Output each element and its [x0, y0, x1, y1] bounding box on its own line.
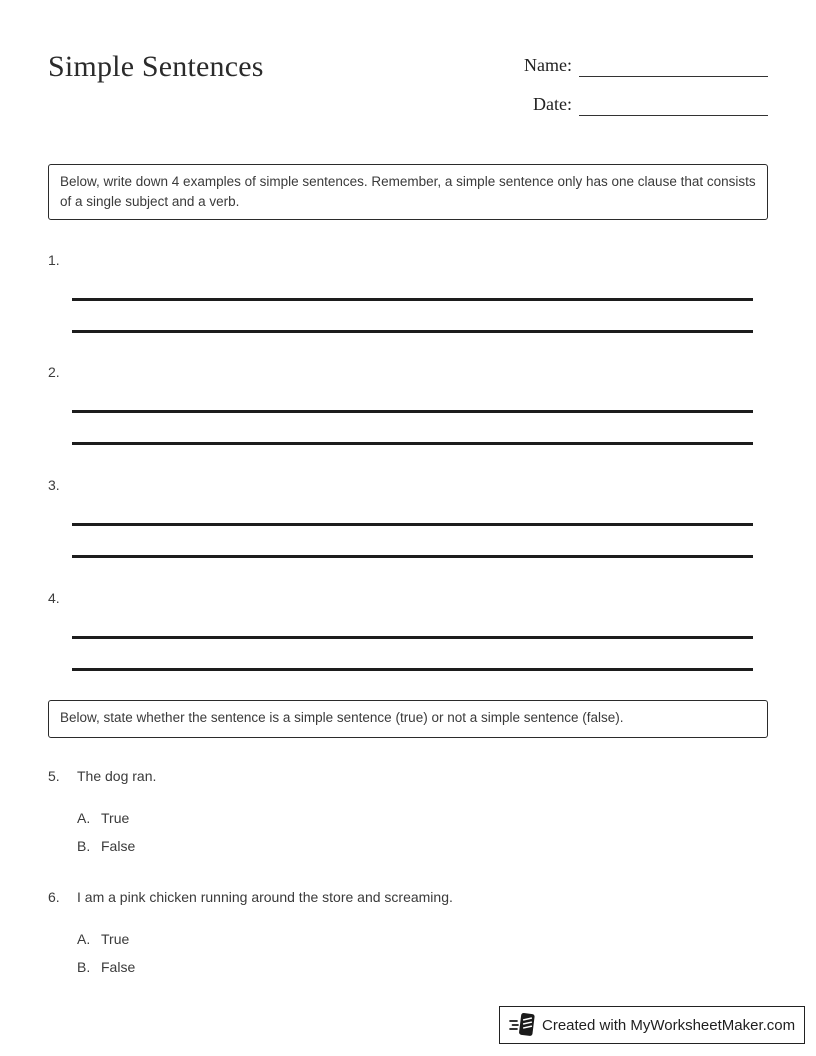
question-text: I am a pink chicken running around the store and screaming. [77, 889, 453, 905]
flying-worksheet-icon [509, 1011, 536, 1039]
question-5-row [48, 768, 768, 788]
item-number: 4. [48, 590, 60, 606]
question-6-option-false [77, 959, 768, 979]
option-label: True [101, 810, 130, 826]
question-6-row [48, 889, 768, 909]
question-5 [48, 768, 768, 858]
item-number: 1. [48, 252, 60, 268]
writing-line [72, 523, 753, 526]
question-6-option-true [77, 931, 768, 951]
write-item-3 [48, 477, 768, 563]
instructions-true-false-text: Below, state whether the sentence is a simple sentence (true) or not a simple sentence (false). [60, 710, 624, 725]
option-letter: A. [77, 810, 91, 826]
header-fill-fields [520, 50, 768, 116]
writing-line [72, 555, 753, 558]
name-field [520, 50, 768, 77]
credit-badge [499, 1006, 805, 1044]
name-blank-line [579, 55, 768, 77]
question-5-option-true [77, 810, 768, 830]
date-blank-line [579, 94, 768, 116]
page-title: Simple Sentences [48, 50, 264, 83]
writing-line [72, 298, 753, 301]
instructions-true-false [48, 700, 768, 738]
date-label: Date: [533, 94, 572, 114]
writing-line [72, 330, 753, 333]
item-number: 3. [48, 477, 60, 493]
option-letter: B. [77, 838, 91, 854]
instructions-write-sentences [48, 164, 768, 220]
item-number: 2. [48, 364, 60, 380]
question-text: The dog ran. [77, 768, 157, 784]
question-5-option-false [77, 838, 768, 858]
name-label: Name: [524, 55, 572, 75]
writing-line [72, 636, 753, 639]
instructions-write-sentences-text: Below, write down 4 examples of simple sentences. Remember, a simple sentence only has one clause that consists of a single subject and a verb. [60, 174, 756, 209]
date-field [520, 89, 768, 116]
write-item-1 [48, 252, 768, 338]
writing-line [72, 668, 753, 671]
write-item-2 [48, 364, 768, 450]
credit-text: Created with MyWorksheetMaker.com [542, 1016, 796, 1034]
option-letter: B. [77, 959, 91, 975]
option-letter: A. [77, 931, 91, 947]
option-label: False [101, 959, 136, 975]
question-number: 5. [48, 768, 60, 784]
write-item-4 [48, 590, 768, 676]
writing-line [72, 410, 753, 413]
writing-line [72, 442, 753, 445]
option-label: False [101, 838, 136, 854]
option-label: True [101, 931, 130, 947]
question-number: 6. [48, 889, 60, 905]
question-6 [48, 889, 768, 979]
